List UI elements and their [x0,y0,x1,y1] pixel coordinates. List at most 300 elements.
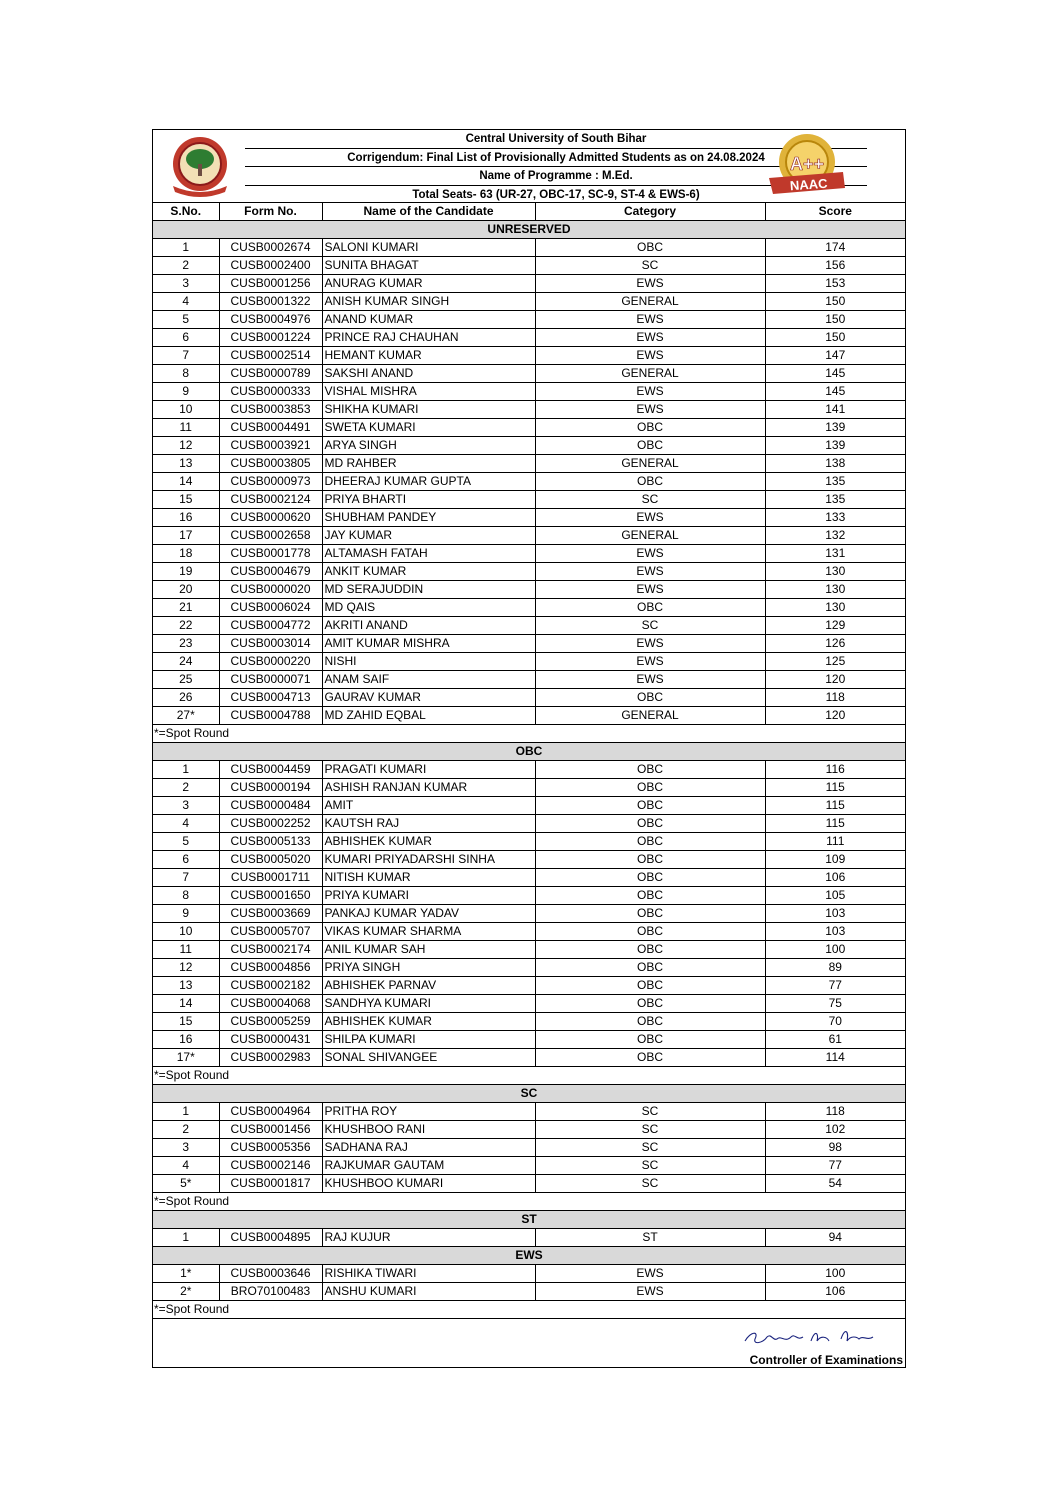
category-cell: EWS [535,545,765,563]
form-no-cell: CUSB0005356 [219,1139,322,1157]
score-cell: 77 [765,977,905,995]
naac-grade-text: A++ [789,154,825,174]
candidate-name-cell: AMIT [322,797,535,815]
sno-cell: 3 [153,1139,219,1157]
category-cell: SC [535,1121,765,1139]
category-cell: OBC [535,473,765,491]
sno-cell: 3 [153,275,219,293]
table-row [153,383,905,401]
candidate-name-cell: ASHISH RANJAN KUMAR [322,779,535,797]
section-header-st [153,1211,905,1229]
table-row [153,509,905,527]
score-cell: 120 [765,671,905,689]
form-no-cell: CUSB0000973 [219,473,322,491]
sno-cell: 2 [153,257,219,275]
form-no-cell: CUSB0000220 [219,653,322,671]
form-no-cell: CUSB0002124 [219,491,322,509]
table-row [153,977,905,995]
score-cell: 174 [765,239,905,257]
table-row [153,1157,905,1175]
sno-cell: 24 [153,653,219,671]
category-cell: OBC [535,887,765,905]
form-no-cell: CUSB0001256 [219,275,322,293]
candidate-name-cell: PRAGATI KUMARI [322,761,535,779]
candidate-name-cell: SANDHYA KUMARI [322,995,535,1013]
sno-cell: 3 [153,797,219,815]
table-row [153,275,905,293]
form-no-cell: CUSB0005020 [219,851,322,869]
form-no-cell: CUSB0002658 [219,527,322,545]
category-cell: SC [535,1175,765,1193]
form-no-cell: CUSB0006024 [219,599,322,617]
section-header-obc [153,743,905,761]
score-cell: 61 [765,1031,905,1049]
score-cell: 103 [765,923,905,941]
sno-cell: 23 [153,635,219,653]
spot-round-note: *=Spot Round [153,1301,905,1319]
sno-cell: 15 [153,491,219,509]
sno-cell: 20 [153,581,219,599]
candidate-name-cell: SHIKHA KUMARI [322,401,535,419]
admission-list-sheet [152,129,906,1368]
candidate-name-cell: PRIYA BHARTI [322,491,535,509]
candidate-name-cell: ANSHU KUMARI [322,1283,535,1301]
corrigendum-title: Corrigendum: Final List of Provisionally Admitted Students as on 24.08.2024 [245,149,867,168]
category-cell: OBC [535,437,765,455]
table-row [153,797,905,815]
table-row [153,959,905,977]
sno-cell: 21 [153,599,219,617]
candidate-name-cell: SUNITA BHAGAT [322,257,535,275]
table-row [153,239,905,257]
candidate-name-cell: SHILPA KUMARI [322,1031,535,1049]
form-no-cell: CUSB0001817 [219,1175,322,1193]
form-no-cell: CUSB0001322 [219,293,322,311]
category-cell: OBC [535,815,765,833]
score-cell: 130 [765,599,905,617]
form-no-cell: CUSB0002983 [219,1049,322,1067]
category-cell: EWS [535,401,765,419]
category-cell: SC [535,1103,765,1121]
category-cell: OBC [535,797,765,815]
category-cell: OBC [535,905,765,923]
form-no-cell: CUSB0003669 [219,905,322,923]
score-cell: 125 [765,653,905,671]
candidate-name-cell: AKRITI ANAND [322,617,535,635]
candidate-name-cell: MD RAHBER [322,455,535,473]
score-cell: 130 [765,581,905,599]
candidate-name-cell: PANKAJ KUMAR YADAV [322,905,535,923]
sno-cell: 9 [153,383,219,401]
spot-round-note-row [153,725,905,743]
programme-name: Name of Programme : M.Ed. [245,167,867,186]
table-row [153,599,905,617]
score-cell: 75 [765,995,905,1013]
score-cell: 103 [765,905,905,923]
score-cell: 114 [765,1049,905,1067]
table-row [153,1121,905,1139]
score-cell: 139 [765,419,905,437]
candidate-name-cell: ABHISHEK PARNAV [322,977,535,995]
candidate-name-cell: KHUSHBOO KUMARI [322,1175,535,1193]
form-no-cell: CUSB0003853 [219,401,322,419]
sno-cell: 1 [153,1103,219,1121]
form-no-cell: CUSB0004068 [219,995,322,1013]
sno-cell: 16 [153,1031,219,1049]
score-cell: 115 [765,779,905,797]
category-cell: EWS [535,311,765,329]
candidate-name-cell: ABHISHEK KUMAR [322,833,535,851]
score-cell: 145 [765,383,905,401]
candidate-name-cell: KAUTSH RAJ [322,815,535,833]
sno-cell: 17* [153,1049,219,1067]
sno-cell: 4 [153,293,219,311]
table-row [153,941,905,959]
naac-badge-logo [765,132,847,200]
sno-cell: 26 [153,689,219,707]
form-no-cell: CUSB0002182 [219,977,322,995]
category-cell: GENERAL [535,293,765,311]
sno-cell: 2 [153,779,219,797]
section-header-sc [153,1085,905,1103]
sno-cell: 4 [153,815,219,833]
table-row [153,923,905,941]
table-row [153,779,905,797]
sno-cell: 16 [153,509,219,527]
form-no-cell: CUSB0000484 [219,797,322,815]
sno-cell: 6 [153,851,219,869]
candidate-name-cell: ANKIT KUMAR [322,563,535,581]
table-row [153,761,905,779]
form-no-cell: CUSB0003805 [219,455,322,473]
spot-round-note: *=Spot Round [153,1067,905,1085]
form-no-cell: CUSB0002146 [219,1157,322,1175]
candidate-name-cell: VISHAL MISHRA [322,383,535,401]
category-cell: SC [535,1157,765,1175]
sno-cell: 10 [153,401,219,419]
candidate-name-cell: JAY KUMAR [322,527,535,545]
category-cell: EWS [535,563,765,581]
sno-cell: 22 [153,617,219,635]
form-no-cell: CUSB0004856 [219,959,322,977]
form-no-cell: CUSB0000431 [219,1031,322,1049]
table-row [153,671,905,689]
sno-cell: 27* [153,707,219,725]
score-cell: 129 [765,617,905,635]
table-row [153,833,905,851]
form-no-cell: CUSB0000020 [219,581,322,599]
table-row [153,1049,905,1067]
candidate-name-cell: SADHANA RAJ [322,1139,535,1157]
form-no-cell: CUSB0004976 [219,311,322,329]
form-no-cell: BRO70100483 [219,1283,322,1301]
candidate-name-cell: MD QAIS [322,599,535,617]
sno-cell: 9 [153,905,219,923]
table-row [153,995,905,1013]
sno-cell: 7 [153,347,219,365]
col-header-name: Name of the Candidate [322,203,535,221]
sno-cell: 25 [153,671,219,689]
form-no-cell: CUSB0001711 [219,869,322,887]
table-row [153,815,905,833]
score-cell: 109 [765,851,905,869]
candidate-name-cell: ALTAMASH FATAH [322,545,535,563]
candidate-name-cell: HEMANT KUMAR [322,347,535,365]
candidate-name-cell: KHUSHBOO RANI [322,1121,535,1139]
score-cell: 153 [765,275,905,293]
table-row [153,401,905,419]
form-no-cell: CUSB0005259 [219,1013,322,1031]
score-cell: 133 [765,509,905,527]
table-row [153,887,905,905]
table-row [153,635,905,653]
form-no-cell: CUSB0000071 [219,671,322,689]
category-cell: ST [535,1229,765,1247]
sno-cell: 11 [153,941,219,959]
spot-round-note: *=Spot Round [153,1193,905,1211]
table-row [153,311,905,329]
score-cell: 135 [765,473,905,491]
form-no-cell: CUSB0001778 [219,545,322,563]
category-cell: OBC [535,239,765,257]
sno-cell: 17 [153,527,219,545]
sno-cell: 6 [153,329,219,347]
form-no-cell: CUSB0004491 [219,419,322,437]
candidate-name-cell: SONAL SHIVANGEE [322,1049,535,1067]
form-no-cell: CUSB0004713 [219,689,322,707]
score-cell: 100 [765,941,905,959]
score-cell: 139 [765,437,905,455]
score-cell: 106 [765,1283,905,1301]
category-cell: EWS [535,653,765,671]
sno-cell: 14 [153,473,219,491]
category-cell: OBC [535,689,765,707]
score-cell: 118 [765,689,905,707]
table-row [153,419,905,437]
score-cell: 145 [765,365,905,383]
column-header-row [153,203,905,221]
section-title: OBC [153,743,905,761]
table-row [153,617,905,635]
table-row [153,851,905,869]
category-cell: OBC [535,959,765,977]
category-cell: EWS [535,329,765,347]
form-no-cell: CUSB0003921 [219,437,322,455]
category-cell: OBC [535,977,765,995]
form-no-cell: CUSB0004459 [219,761,322,779]
candidate-name-cell: ANURAG KUMAR [322,275,535,293]
col-header-sno: S.No. [153,203,219,221]
table-row [153,581,905,599]
form-no-cell: CUSB0005133 [219,833,322,851]
spot-round-note-row [153,1301,905,1319]
sno-cell: 11 [153,419,219,437]
category-cell: EWS [535,671,765,689]
score-cell: 131 [765,545,905,563]
form-no-cell: CUSB0003014 [219,635,322,653]
category-cell: EWS [535,581,765,599]
table-row [153,1175,905,1193]
category-cell: EWS [535,1265,765,1283]
candidate-name-cell: DHEERAJ KUMAR GUPTA [322,473,535,491]
score-cell: 54 [765,1175,905,1193]
sno-cell: 12 [153,437,219,455]
spot-round-note: *=Spot Round [153,725,905,743]
form-no-cell: CUSB0002174 [219,941,322,959]
category-cell: OBC [535,761,765,779]
form-no-cell: CUSB0004895 [219,1229,322,1247]
table-row [153,545,905,563]
sno-cell: 1 [153,761,219,779]
score-cell: 98 [765,1139,905,1157]
section-header-ews [153,1247,905,1265]
table-row [153,1229,905,1247]
form-no-cell: CUSB0005707 [219,923,322,941]
score-cell: 132 [765,527,905,545]
candidate-name-cell: ANAND KUMAR [322,311,535,329]
form-no-cell: CUSB0002514 [219,347,322,365]
score-cell: 89 [765,959,905,977]
candidate-name-cell: SWETA KUMARI [322,419,535,437]
category-cell: GENERAL [535,707,765,725]
score-cell: 150 [765,311,905,329]
table-row [153,869,905,887]
form-no-cell: CUSB0002252 [219,815,322,833]
candidate-name-cell: MD ZAHID EQBAL [322,707,535,725]
category-cell: OBC [535,941,765,959]
table-row [153,473,905,491]
candidate-name-cell: KUMARI PRIYADARSHI SINHA [322,851,535,869]
sno-cell: 15 [153,1013,219,1031]
category-cell: GENERAL [535,365,765,383]
sno-cell: 1* [153,1265,219,1283]
score-cell: 147 [765,347,905,365]
sno-cell: 18 [153,545,219,563]
table-row [153,905,905,923]
category-cell: EWS [535,1283,765,1301]
candidate-name-cell: SHUBHAM PANDEY [322,509,535,527]
form-no-cell: CUSB0000789 [219,365,322,383]
score-cell: 106 [765,869,905,887]
candidate-name-cell: PRINCE RAJ CHAUHAN [322,329,535,347]
score-cell: 126 [765,635,905,653]
table-row [153,365,905,383]
sno-cell: 5 [153,311,219,329]
score-cell: 77 [765,1157,905,1175]
candidate-name-cell: PRIYA SINGH [322,959,535,977]
form-no-cell: CUSB0001224 [219,329,322,347]
form-no-cell: CUSB0003646 [219,1265,322,1283]
candidate-name-cell: RISHIKA TIWARI [322,1265,535,1283]
category-cell: OBC [535,1013,765,1031]
score-cell: 115 [765,815,905,833]
form-no-cell: CUSB0002674 [219,239,322,257]
category-cell: OBC [535,995,765,1013]
admission-table [153,202,905,1319]
category-cell: OBC [535,851,765,869]
candidate-name-cell: SAKSHI ANAND [322,365,535,383]
table-row [153,653,905,671]
category-cell: EWS [535,383,765,401]
score-cell: 70 [765,1013,905,1031]
section-title: ST [153,1211,905,1229]
section-title: SC [153,1085,905,1103]
category-cell: EWS [535,275,765,293]
document-header [153,130,905,202]
candidate-name-cell: ARYA SINGH [322,437,535,455]
university-name: Central University of South Bihar [245,130,867,149]
total-seats: Total Seats- 63 (UR-27, OBC-17, SC-9, ST-4 & EWS-6) [412,188,700,201]
admission-table-body [153,203,905,1319]
category-cell: OBC [535,419,765,437]
sno-cell: 5* [153,1175,219,1193]
form-no-cell: CUSB0004964 [219,1103,322,1121]
table-row [153,689,905,707]
section-header-unreserved [153,221,905,239]
sno-cell: 8 [153,365,219,383]
score-cell: 135 [765,491,905,509]
sno-cell: 1 [153,1229,219,1247]
score-cell: 130 [765,563,905,581]
score-cell: 116 [765,761,905,779]
category-cell: SC [535,617,765,635]
table-row [153,491,905,509]
sno-cell: 12 [153,959,219,977]
col-header-category: Category [535,203,765,221]
category-cell: OBC [535,779,765,797]
form-no-cell: CUSB0004788 [219,707,322,725]
category-cell: EWS [535,347,765,365]
table-row [153,527,905,545]
candidate-name-cell: ANAM SAIF [322,671,535,689]
sno-cell: 19 [153,563,219,581]
sno-cell: 2* [153,1283,219,1301]
category-cell: SC [535,491,765,509]
form-no-cell: CUSB0001456 [219,1121,322,1139]
score-cell: 118 [765,1103,905,1121]
table-row [153,437,905,455]
category-cell: GENERAL [535,527,765,545]
candidate-name-cell: NITISH KUMAR [322,869,535,887]
section-title: UNRESERVED [153,221,905,239]
form-no-cell: CUSB0000333 [219,383,322,401]
score-cell: 141 [765,401,905,419]
candidate-name-cell: AMIT KUMAR MISHRA [322,635,535,653]
candidate-name-cell: PRITHA ROY [322,1103,535,1121]
category-cell: OBC [535,1049,765,1067]
category-cell: SC [535,1139,765,1157]
score-cell: 115 [765,797,905,815]
score-cell: 150 [765,293,905,311]
col-header-score: Score [765,203,905,221]
spot-round-note-row [153,1193,905,1211]
score-cell: 102 [765,1121,905,1139]
form-no-cell: CUSB0002400 [219,257,322,275]
category-cell: EWS [535,509,765,527]
sno-cell: 14 [153,995,219,1013]
table-row [153,293,905,311]
candidate-name-cell: ABHISHEK KUMAR [322,1013,535,1031]
score-cell: 120 [765,707,905,725]
score-cell: 100 [765,1265,905,1283]
score-cell: 94 [765,1229,905,1247]
table-row [153,1103,905,1121]
table-row [153,1283,905,1301]
form-no-cell: CUSB0000620 [219,509,322,527]
table-row [153,257,905,275]
spot-round-note-row [153,1067,905,1085]
candidate-name-cell: PRIYA KUMARI [322,887,535,905]
